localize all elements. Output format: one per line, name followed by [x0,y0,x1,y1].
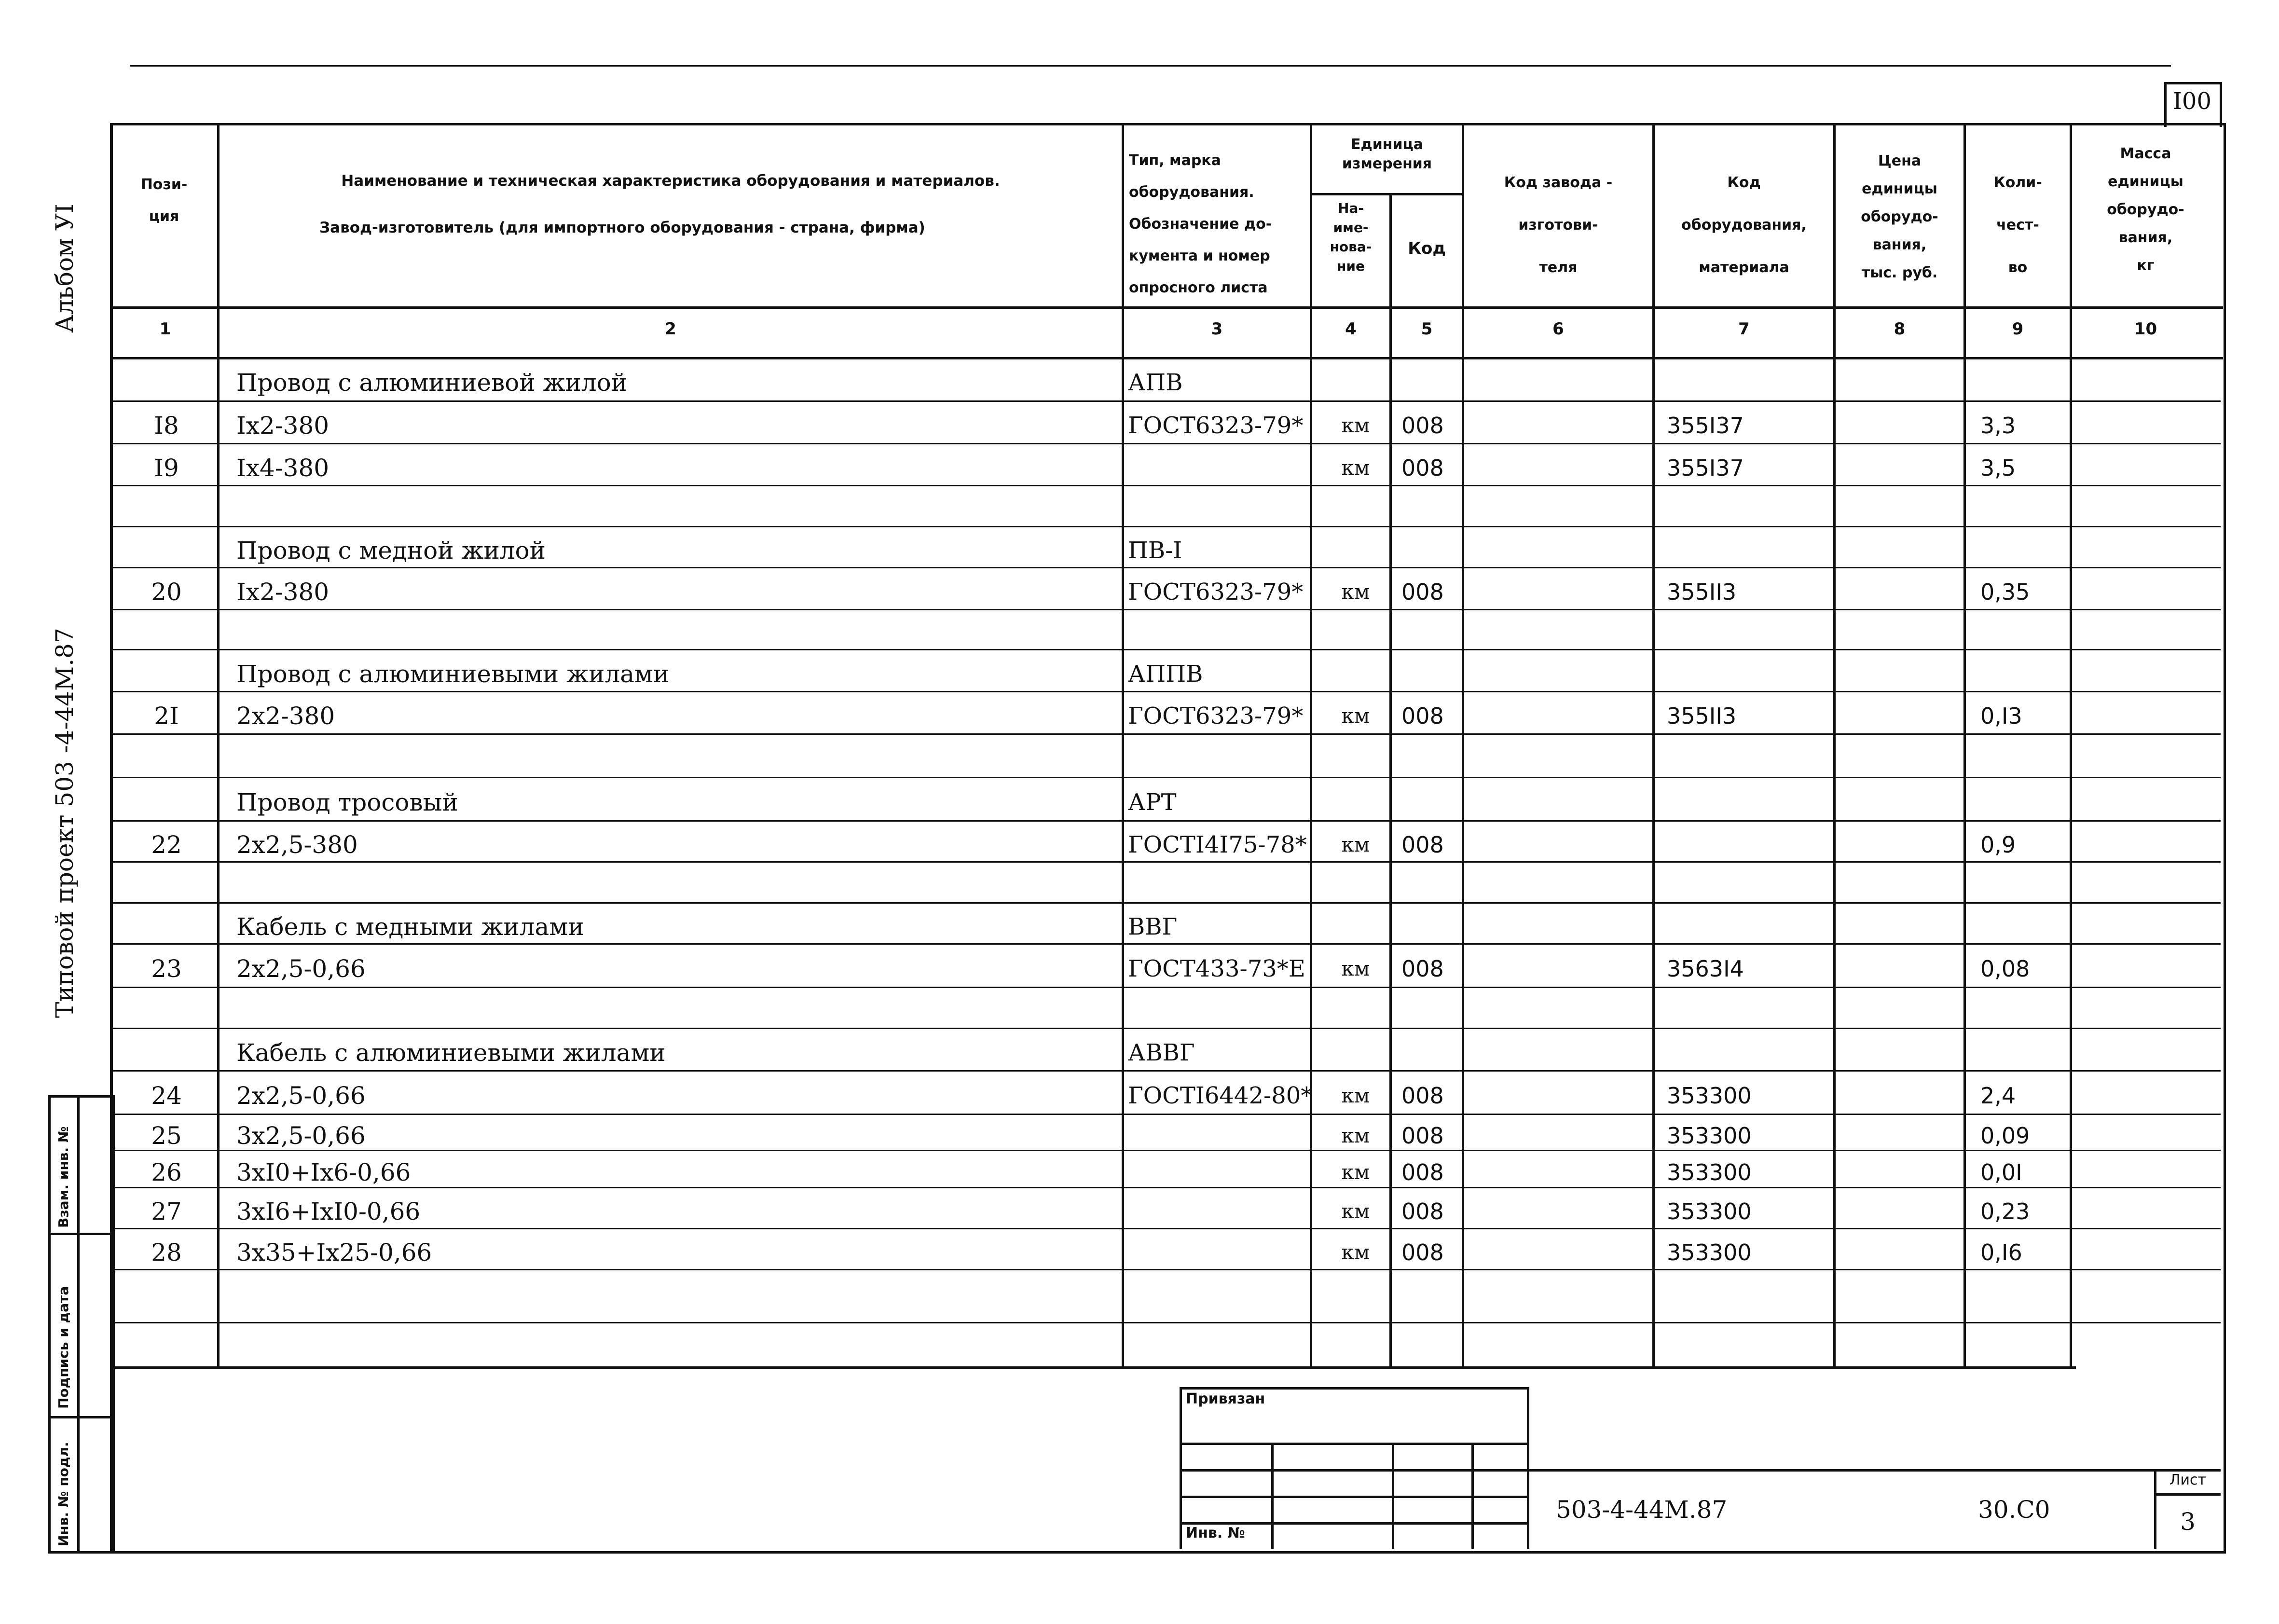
row-unit-code: 008 [1401,578,1444,605]
row-document: АВВГ [1128,1039,1195,1066]
col-number-7: 7 [1738,319,1750,339]
row-material-code: 353300 [1667,1239,1752,1266]
row-document: АРТ [1128,789,1177,816]
row-unit: км [1341,704,1370,728]
row-separator [110,861,2221,863]
header-col45: Единица измерения [1342,136,1432,172]
row-position: 23 [151,955,182,983]
row-unit-code: 008 [1401,1198,1444,1225]
row-unit: км [1341,1160,1370,1184]
row-unit: км [1341,832,1370,856]
row-material-code: 353300 [1667,1159,1752,1185]
row-separator [110,485,2221,486]
row-separator [110,1150,2221,1151]
row-separator [110,567,2221,568]
privyazan-line-1 [1180,1443,1527,1445]
row-separator [110,1322,2221,1323]
row-position: 25 [151,1121,182,1150]
row-separator [110,1070,2221,1072]
privyazan-vline-2 [1392,1443,1394,1549]
row-document: ГОСТ433-73*Е [1128,955,1305,982]
row-unit: км [1341,1240,1370,1264]
row-name: 2х2,5-380 [236,830,358,859]
row-unit-code: 008 [1401,413,1444,439]
row-unit: км [1341,1084,1370,1107]
row-name: Провод с алюминиевой жилой [236,369,628,397]
row-quantity: 3,5 [1980,454,2016,481]
row-unit: км [1341,579,1370,604]
row-position: I8 [154,412,179,440]
row-name: 2х2-380 [236,702,335,730]
row-quantity: 0,I3 [1980,703,2022,729]
row-unit: км [1341,413,1370,437]
row-separator [110,1114,2221,1115]
header-col10: Масса единицы оборудо- вания, кг [2107,145,2184,274]
row-quantity: 0,35 [1980,578,2030,605]
row-unit-code: 008 [1401,703,1444,729]
row-name: Провод тросовый [236,788,458,816]
row-quantity: 0,08 [1980,956,2030,982]
row-separator [110,1228,2221,1229]
row-position: 22 [151,830,182,859]
row-material-code: 3563I4 [1667,956,1744,982]
header-col5: Код [1408,239,1446,258]
header-col9: Коли- чест- во [1993,174,2042,276]
row-position: 27 [151,1197,182,1225]
col-number-9: 9 [2012,319,2024,339]
row-quantity: 0,0I [1980,1159,2022,1185]
col-number-5: 5 [1421,319,1433,339]
row-material-code: 353300 [1667,1198,1752,1225]
header-col7: Код оборудования, материала [1681,174,1807,276]
row-unit: км [1341,957,1370,980]
stamp-inv-podl: Инв. № подл. [55,1442,71,1546]
row-name: Кабель с медными жилами [236,912,584,941]
album-label: Альбом УI [51,204,79,333]
row-document: АППВ [1128,660,1203,688]
col-number-6: 6 [1552,319,1564,339]
stamp-vzam-inv: Взам. инв. № [55,1126,71,1228]
row-position: 28 [151,1238,182,1266]
row-name: Iх2-380 [236,412,329,440]
header-col2-line2: Завод-изготовитель (для импортного оборудования - страна, фирма) [319,219,925,236]
header-col4: На- име- нова- ние [1330,200,1372,274]
row-document: ГОСТ6323-79* [1128,412,1304,439]
row-material-code: 353300 [1667,1122,1752,1149]
row-name: Провод с алюминиевыми жилами [236,660,670,688]
privyazan-vline-1 [1271,1443,1274,1549]
col-number-8: 8 [1894,319,1906,339]
row-document: ГОСТ6323-79* [1128,702,1304,729]
row-unit-code: 008 [1401,1159,1444,1185]
row-unit-code: 008 [1401,956,1444,982]
row-name: Кабель с алюминиевыми жилами [236,1039,666,1067]
row-document: ВВГ [1128,913,1178,940]
header-col1: Пози- ция [140,176,188,225]
row-position: 20 [151,578,182,606]
row-name: 3х35+Iх25-0,66 [236,1238,432,1266]
row-name: 3х2,5-0,66 [236,1121,366,1150]
row-material-code: 355II3 [1667,703,1737,729]
row-unit-code: 008 [1401,454,1444,481]
row-document: ПВ-I [1128,537,1182,564]
header-col8: Цена единицы оборудо- вания, тыс. руб. [1861,152,1938,281]
col-number-3: 3 [1211,319,1223,339]
header-col2-line1: Наименование и техническая характеристика оборудования и материалов. [341,172,1000,190]
row-separator [110,1028,2221,1029]
row-unit: км [1341,1199,1370,1223]
list-number: 3 [2180,1508,2196,1536]
row-position: 26 [151,1158,182,1186]
row-separator [110,400,2221,402]
privyazan-label: Привязан [1186,1390,1265,1407]
col-number-2: 2 [665,319,676,339]
row-separator [110,443,2221,444]
header-col6: Код завода - изготови- теля [1504,174,1613,276]
stamp-sep-2 [48,1416,112,1418]
row-unit-code: 008 [1401,1122,1444,1149]
row-unit-code: 008 [1401,1239,1444,1266]
project-label: Типовой проект 503 -4-44М.87 [51,628,79,1018]
row-document: ГОСТ6323-79* [1128,578,1304,606]
row-name: 3хI6+IхI0-0,66 [236,1197,421,1225]
row-quantity: 2,4 [1980,1083,2016,1109]
row-separator [110,733,2221,735]
stamp-divider [77,1095,80,1551]
inv-no-label: Инв. № [1186,1525,1245,1541]
privyazan-vline-3 [1471,1443,1474,1549]
row-separator [110,691,2221,692]
row-quantity: 3,3 [1980,413,2016,439]
row-separator [110,609,2221,610]
row-document: ГОСТI6442-80* [1128,1082,1313,1109]
document-code: 30.С0 [1978,1496,2050,1524]
row-quantity: 0,9 [1980,831,2016,858]
row-unit-code: 008 [1401,1083,1444,1109]
row-name: 2х2,5-0,66 [236,1082,366,1110]
row-name: Iх2-380 [236,578,329,606]
stamp-sep-1 [48,1233,112,1235]
row-separator [110,820,2221,822]
row-material-code: 355I37 [1667,413,1744,439]
row-name: Iх4-380 [236,454,329,482]
row-separator [110,987,2221,988]
row-separator [110,1187,2221,1188]
sheet-number-top: I00 [2172,88,2212,115]
row-unit: км [1341,1123,1370,1147]
list-label: Лист [2169,1472,2207,1488]
row-position: I9 [154,454,179,482]
row-material-code: 353300 [1667,1083,1752,1109]
row-name: Провод с медной жилой [236,536,546,564]
col-number-1: 1 [159,319,171,339]
row-separator [110,943,2221,945]
row-separator [110,777,2221,778]
header-col3: Тип, марка оборудования. Обозначение до- кумента и номер опросного листа [1129,152,1272,296]
top-rule [130,65,2171,67]
title-block-top [1524,1469,2221,1472]
col-number-4: 4 [1345,319,1357,339]
row-separator [110,649,2221,650]
row-separator [110,1269,2221,1270]
row-document: АПВ [1128,369,1183,396]
row-unit: км [1341,455,1370,480]
privyazan-line-3 [1180,1496,1527,1498]
row-unit-code: 008 [1401,831,1444,858]
row-quantity: 0,23 [1980,1198,2030,1225]
row-separator [110,526,2221,527]
privyazan-line-2 [1180,1469,1527,1472]
row-material-code: 355II3 [1667,578,1737,605]
list-box-divider [2154,1493,2221,1496]
row-document: ГОСТI4I75-78* [1128,831,1307,858]
row-quantity: 0,09 [1980,1122,2030,1149]
row-material-code: 355I37 [1667,454,1744,481]
row-name: 3хI0+Iх6-0,66 [236,1158,411,1186]
row-separator [110,902,2221,904]
row-position: 2I [154,702,179,730]
col-number-10: 10 [2134,319,2157,339]
row-quantity: 0,I6 [1980,1239,2022,1266]
stamp-podpis-data: Подпись и дата [55,1286,71,1409]
document-designation: 503-4-44М.87 [1556,1496,1728,1524]
row-position: 24 [151,1082,182,1110]
row-name: 2х2,5-0,66 [236,955,366,983]
